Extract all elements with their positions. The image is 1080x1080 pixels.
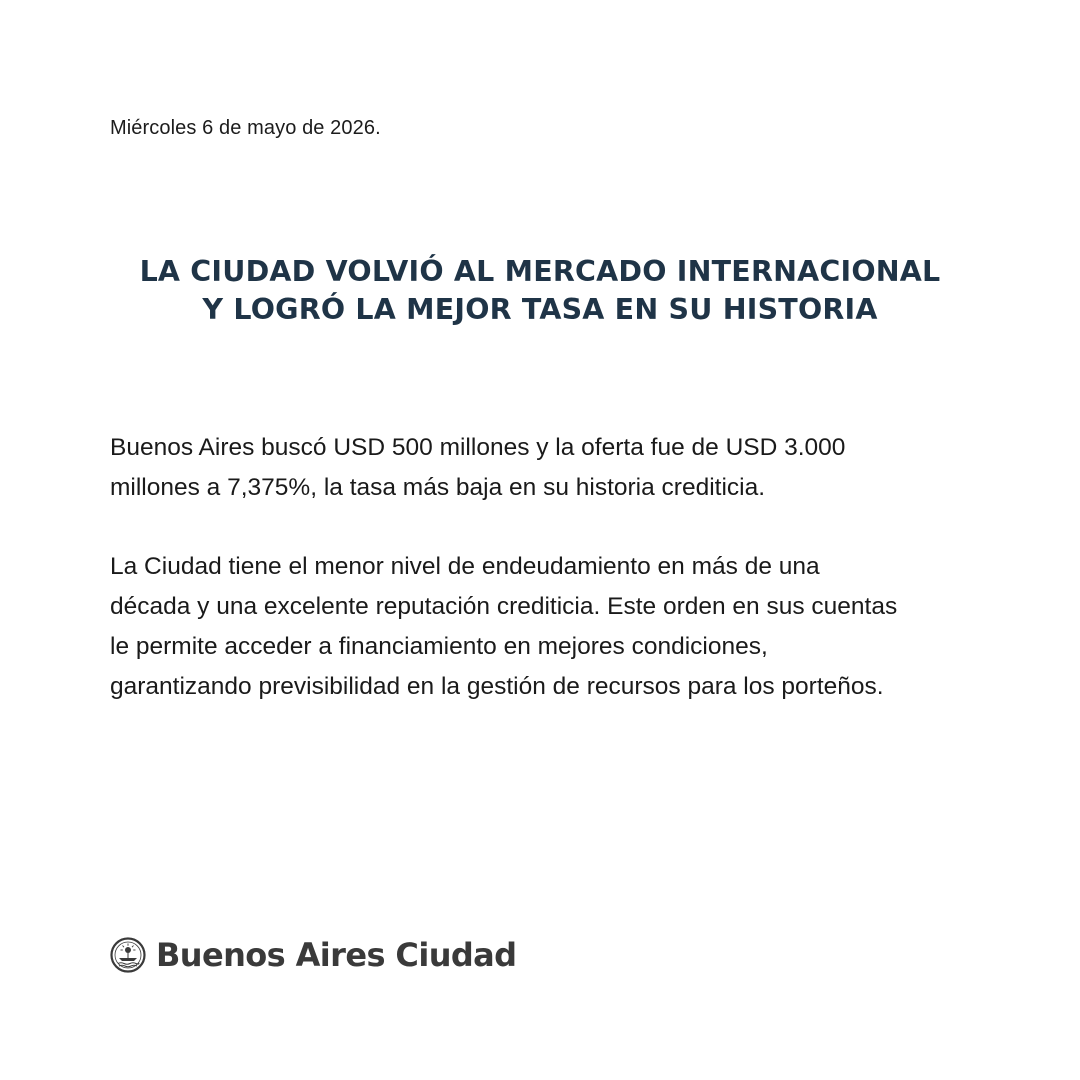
logo-wordmark: Buenos Aires Ciudad (156, 936, 517, 974)
paragraph-2 (110, 547, 990, 707)
buenos-aires-ciudad-logo (110, 932, 516, 978)
city-seal-icon (110, 937, 146, 973)
paragraph-2-line-1: La Ciudad tiene el menor nivel de endeudamiento en más de una (110, 553, 820, 580)
headline-line-1: LA CIUDAD VOLVIÓ AL MERCADO INTERNACIONAL (139, 255, 941, 288)
paragraph-2-line-3: le permite acceder a financiamiento en mejores condiciones, (110, 633, 768, 660)
date-line: Miércoles 6 de mayo de 2026. (110, 117, 381, 139)
paragraph-2-line-4: garantizando previsibilidad en la gestión de recursos para los porteños. (110, 673, 884, 700)
paragraph-1-line-1: Buenos Aires buscó USD 500 millones y la oferta fue de USD 3.000 (110, 434, 846, 461)
headline-line-2: Y LOGRÓ LA MEJOR TASA EN SU HISTORIA (202, 293, 878, 326)
headline (60, 253, 1020, 329)
paragraph-1 (110, 428, 990, 508)
paragraph-1-line-2: millones a 7,375%, la tasa más baja en su historia crediticia. (110, 474, 766, 501)
paragraph-2-line-2: década y una excelente reputación crediticia. Este orden en sus cuentas (110, 593, 898, 620)
